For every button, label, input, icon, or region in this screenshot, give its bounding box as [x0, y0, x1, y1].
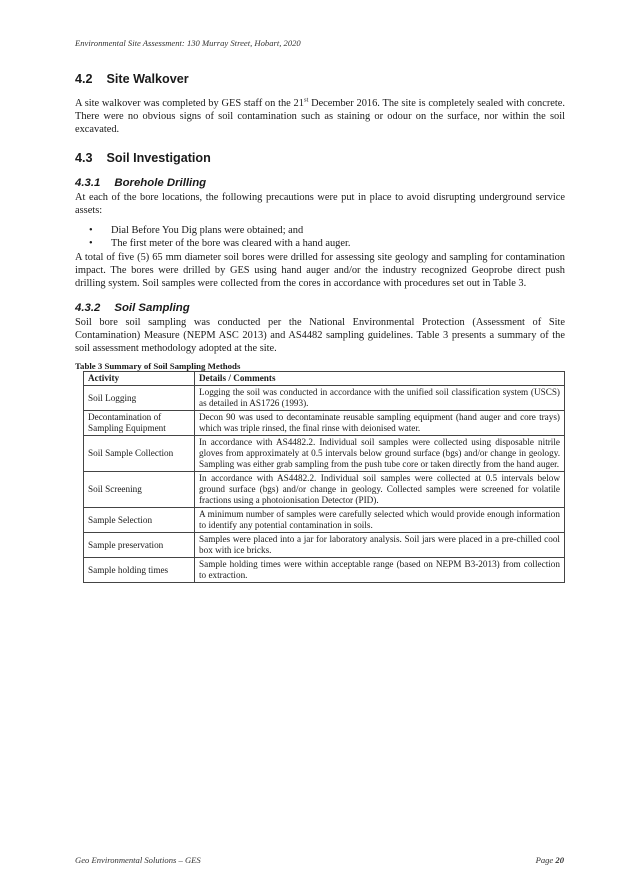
section-number: 4.2 [75, 72, 93, 86]
table-row [84, 533, 565, 558]
activity-cell: Sample preservation [84, 533, 195, 558]
section-heading-site-walkover [75, 72, 565, 86]
table-row [84, 472, 565, 508]
table-row [84, 386, 565, 411]
page-content [75, 70, 565, 583]
details-cell: Logging the soil was conducted in accordance with the unified soil classification system (USCS) as detailed in AS1726 (1993). [195, 386, 565, 411]
list-item [75, 237, 565, 250]
details-cell: Decon 90 was used to decontaminate reusable sampling equipment (hand auger and core trays) which was triple rinsed, the final rinse with deionised water. [195, 411, 565, 436]
activity-cell: Soil Logging [84, 386, 195, 411]
footer-company: Geo Environmental Solutions – GES [75, 855, 201, 865]
walkover-text-start: A site walkover was completed by GES staff on the 21 [75, 98, 304, 109]
subsection-heading-soil-sampling [75, 302, 565, 314]
page-number: 20 [555, 855, 564, 865]
page-label: Page [535, 855, 554, 865]
table-caption: Table 3 Summary of Soil Sampling Methods [75, 361, 241, 372]
bullet-dot-icon: • [89, 238, 93, 250]
table-header-row [84, 372, 565, 386]
section-title: Site Walkover [106, 72, 189, 86]
activity-cell: Sample holding times [84, 558, 195, 583]
soil-sampling-paragraph: Soil bore soil sampling was conducted per the National Environmental Protection (Assessment of Site Contamination) Measure (NEPM ASC 2013) and AS4482 sampling guidelines. Table 3 presents a summary of the soil assessment methodology adopted at the site. [75, 316, 565, 355]
table-row [84, 411, 565, 436]
section-title: Soil Investigation [106, 150, 211, 165]
bullet-dot-icon: • [89, 225, 93, 237]
soil-sampling-methods-table [83, 371, 565, 583]
details-cell: Sample holding times were within acceptable range (based on NEPM B3-2013) from collection to extraction. [195, 558, 565, 583]
details-cell: In accordance with AS4482.2. Individual soil samples were collected using disposable nitrile gloves from approximately at 0.5 intervals below ground surface (bgs) and/or change in geology. Sampling was either grab sampling from the push tube core or taken directly from the hand auger. [195, 436, 565, 472]
borehole-paragraph: A total of five (5) 65 mm diameter soil bores were drilled for assessing site geology and sampling for contamination impact. The bores were drilled by GES using hand auger and/or the industry recognized Geoprobe direct push drilling system. Soil samples were collected from the cores in accordance with procedures set out in Table 3. [75, 252, 565, 290]
column-header-activity: Activity [84, 372, 195, 386]
subsection-number: 4.3.1 [75, 176, 101, 189]
footer-page-number [536, 855, 564, 865]
precautions-list [75, 224, 565, 250]
subsection-heading-borehole-drilling [75, 177, 565, 189]
activity-cell: Decontamination of Sampling Equipment [84, 411, 195, 436]
section-number: 4.3 [75, 150, 93, 165]
activity-cell: Soil Screening [84, 472, 195, 508]
list-item-text: Dial Before You Dig plans were obtained; and [111, 225, 304, 237]
borehole-intro-paragraph: At each of the bore locations, the following precautions were put in place to avoid disrupting underground service assets: [75, 191, 565, 216]
details-cell: Samples were placed into a jar for laboratory analysis. Soil jars were placed in a pre-chilled cool box with ice bricks. [195, 533, 565, 558]
table-row [84, 436, 565, 472]
ordinal-suffix: st [303, 96, 309, 104]
column-header-details: Details / Comments [195, 372, 565, 386]
details-cell: A minimum number of samples were carefully selected which would provide enough information to identify any potential contamination in soils. [195, 508, 565, 533]
list-item-text: The first meter of the bore was cleared with a hand auger. [111, 238, 351, 250]
running-header: Environmental Site Assessment: 130 Murray Street, Hobart, 2020 [75, 38, 301, 48]
site-walkover-paragraph [75, 97, 565, 137]
subsection-title: Borehole Drilling [114, 176, 207, 189]
list-item [75, 224, 565, 237]
walkover-text-end: December 2016. The site is completely sealed with concrete. There were no obvious signs of soil contamination such as staining or odour on the surface, nor within the soil excavated. [75, 98, 566, 136]
details-cell: In accordance with AS4482.2. Individual soil samples were collected at 0.5 intervals below ground surface (bgs) and/or change in geology. Collected samples were screened for volatile fractions using a photoionisation Detector (PID). [195, 472, 565, 508]
subsection-title: Soil Sampling [114, 301, 190, 314]
subsection-number: 4.3.2 [75, 301, 101, 314]
section-heading-soil-investigation [75, 151, 565, 165]
activity-cell: Soil Sample Collection [84, 436, 195, 472]
table-row [84, 508, 565, 533]
table-row [84, 558, 565, 583]
activity-cell: Sample Selection [84, 508, 195, 533]
